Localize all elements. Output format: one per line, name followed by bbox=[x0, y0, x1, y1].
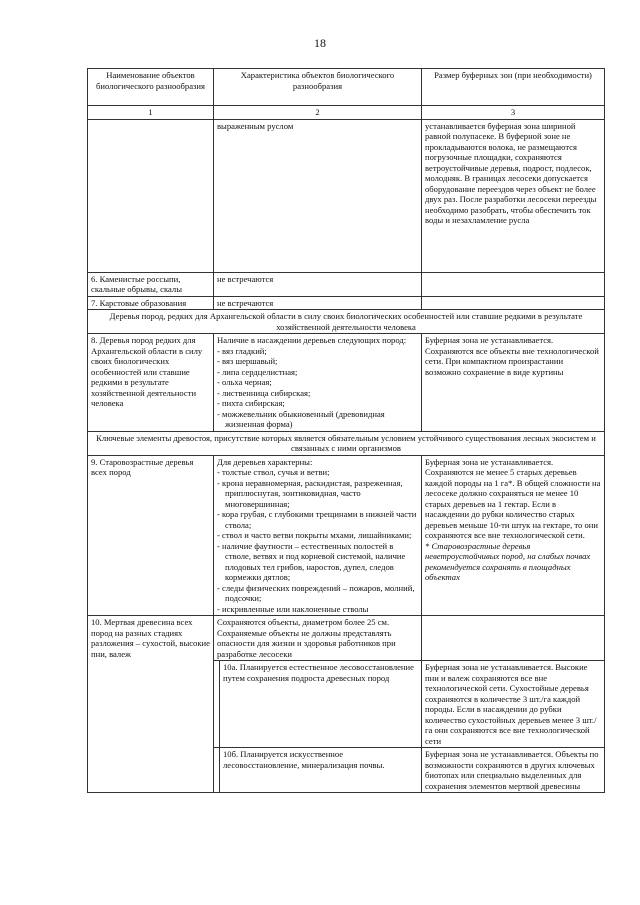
column-number-1: 1 bbox=[88, 106, 214, 120]
row9-buffer-text: Буферная зона не устанавливается. Сохраняются не менее 5 старых деревьев каждой породы на 1 га*. В общей сложности на лесосеке должно сохраняться не менее 10 старых деревьев на 1 гектар. Если в насаждении до рубки количество старых деревьев меньше 10-ти штук на гектаре, то они сохраняются все вне технологической сети. bbox=[425, 456, 601, 540]
list-item: - лиственница сибирская; bbox=[217, 388, 418, 399]
list-item: - ольха черная; bbox=[217, 377, 418, 388]
row6-char: не встречаются bbox=[214, 272, 422, 296]
list-item: - можжевельник обыкновенный (древовидная жизненная форма) bbox=[217, 409, 418, 430]
row9-buffer bbox=[422, 455, 605, 616]
row10b-char: 10б. Планируется искусственное лесовосстановление, минерализация почвы. bbox=[220, 748, 422, 793]
section-key-elements: Ключевые элементы древостоя, присутствие которых является обязательным условием устойчивого существования лесных экосистем и связанных с ними организмов bbox=[88, 431, 605, 455]
list-item: - искривленные или наклоненные стволы bbox=[217, 604, 418, 615]
list-item: - ствол и часто ветви покрыты мхами, лишайниками; bbox=[217, 530, 418, 541]
row7-char: не встречаются bbox=[214, 296, 422, 310]
row9-intro: Для деревьев характерны: bbox=[217, 456, 313, 467]
row8-list bbox=[217, 346, 418, 430]
row6-name: 6. Каменистые россыпи, скальные обрывы, скалы bbox=[88, 272, 214, 296]
biodiversity-table bbox=[87, 68, 605, 793]
continued-col1 bbox=[88, 119, 214, 272]
section-row-rare-trees bbox=[88, 310, 605, 334]
row10a-char: 10а. Планируется естественное лесовосстановление путем сохранения подроста древесных пород bbox=[220, 661, 422, 748]
table-row-10 bbox=[88, 616, 605, 661]
row10-name: 10. Мертвая древесина всех пород на разных стадиях разложения – сухостой, высокие пни, валеж bbox=[88, 616, 214, 793]
row10-buffer bbox=[422, 616, 605, 661]
header-col1: Наименование объектов биологического разнообразия bbox=[88, 69, 214, 106]
list-item: - липа сердцелистная; bbox=[217, 367, 418, 378]
header-row bbox=[88, 69, 605, 106]
list-item: - наличие фаутности – естественных полостей в стволе, ветвях и под корневой системой, наличие плодовых тел грибов, наростов, дупел, следов кормежки дятлов; bbox=[217, 541, 418, 583]
row8-char bbox=[214, 334, 422, 432]
list-item: - крона неравномерная, раскидистая, разреженная, приплюснутая, зонтиковидная, часто многовершинная; bbox=[217, 478, 418, 510]
row8-intro: Наличие в насаждении деревьев следующих пород: bbox=[217, 335, 407, 345]
column-number-row bbox=[88, 106, 605, 120]
row8-name: 8. Деревья пород редких для Архангельской области в силу своих биологических особенностей или ставшие редкими в результате хозяйственной деятельности человека bbox=[88, 334, 214, 432]
list-item: - следы физических повреждений – пожаров, молний, подсочки; bbox=[217, 583, 418, 604]
row9-footnote: * Старовозрастные деревья неветроустойчивых пород, на слабых почвах рекомендуется сохранять в площадных объектах bbox=[425, 540, 591, 582]
row10b-buffer: Буферная зона не устанавливается. Объекты по возможности сохраняются в других ключевых биотопах или специально выделенных для сохранения элементов мертвой древесины bbox=[422, 748, 605, 793]
page-number: 18 bbox=[314, 36, 326, 50]
header-col2: Характеристика объектов биологического разнообразия bbox=[214, 69, 422, 106]
table-row-continued bbox=[88, 119, 605, 272]
list-item: - вяз шершавый; bbox=[217, 356, 418, 367]
row9-name: 9. Старовозрастные деревья всех пород bbox=[88, 455, 214, 616]
row8-buffer: Буферная зона не устанавливается. Сохраняются все объекты вне технологической сети. При компактном произрастании возможно сохранение в виде куртины bbox=[422, 334, 605, 432]
table-row-8 bbox=[88, 334, 605, 432]
table-row-7 bbox=[88, 296, 605, 310]
continued-col3: устанавливается буферная зона шириной равной полупасеке. В буферной зоне не прокладываются волока, не размещаются погрузочные площадки, сохраняются ветроустойчивые деревья, подрост, подлесок, молодняк. В границах лесосеки допускается оборудование переездов через объект не более двух раз. После разработки лесосеки переезды необходимо разобрать, чтобы обеспечить ток воды и незахламление русла bbox=[422, 119, 605, 272]
section-rare-trees: Деревья пород, редких для Архангельской области в силу своих биологических особенностей или ставшие редкими в результате хозяйственной деятельности человека bbox=[88, 310, 605, 334]
row7-buffer bbox=[422, 296, 605, 310]
list-item: - кора грубая, с глубокими трещинами в нижней части ствола; bbox=[217, 509, 418, 530]
row9-list bbox=[217, 467, 418, 614]
list-item: - толстые ствол, сучья и ветви; bbox=[217, 467, 418, 478]
continued-col2: выраженным руслом bbox=[214, 119, 422, 272]
header-col3: Размер буферных зон (при необходимости) bbox=[422, 69, 605, 106]
section-row-key-elements bbox=[88, 431, 605, 455]
row10a-buffer: Буферная зона не устанавливается. Высокие пни и валеж сохраняются все вне технологической сети. Сухостойные деревья сохраняются в количестве 3 шт./га каждой породы. Если в насаждении до рубки количество сухостойных деревьев менее 3 шт./га они сохраняются все вне технологической сети bbox=[422, 661, 605, 748]
row9-char bbox=[214, 455, 422, 616]
column-number-2: 2 bbox=[214, 106, 422, 120]
list-item: - вяз гладкий; bbox=[217, 346, 418, 357]
table-row-6 bbox=[88, 272, 605, 296]
row10-char: Сохраняются объекты, диаметром более 25 см. Сохраняемые объекты не должны представлять опасности для жизни и здоровья работников при разработке лесосеки bbox=[214, 616, 422, 661]
row7-name: 7. Карстовые образования bbox=[88, 296, 214, 310]
table-row-9 bbox=[88, 455, 605, 616]
column-number-3: 3 bbox=[422, 106, 605, 120]
row6-buffer bbox=[422, 272, 605, 296]
list-item: - пихта сибирская; bbox=[217, 398, 418, 409]
